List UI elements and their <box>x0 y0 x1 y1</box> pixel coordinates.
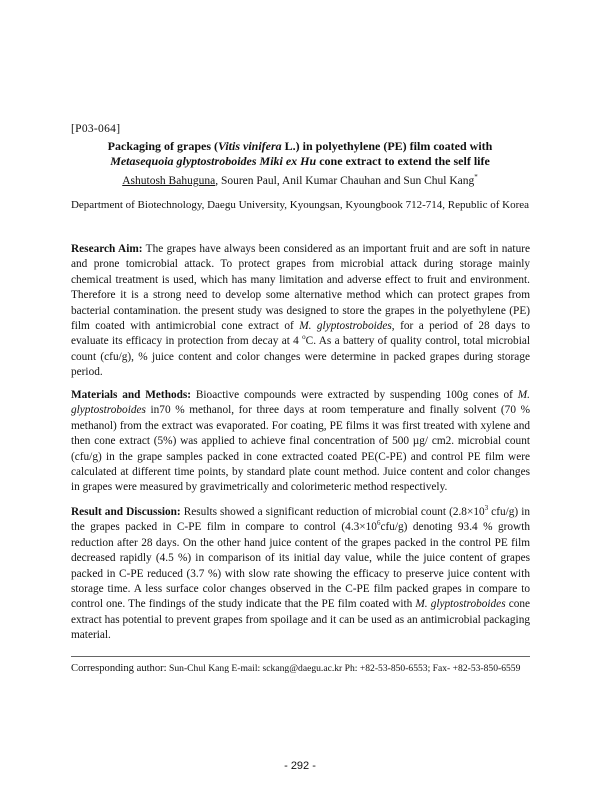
section-heading: Research Aim: <box>71 243 143 255</box>
presenting-author: Ashutosh Bahuguna <box>122 175 216 187</box>
title-part: cone extract to extend the self life <box>316 154 490 168</box>
author-list <box>60 175 540 187</box>
exponent: 3 <box>484 504 489 513</box>
results-section <box>71 505 530 644</box>
degree-mark: o <box>302 333 306 342</box>
species-name: M. glyptostroboides <box>299 320 392 333</box>
research-aim-section <box>71 242 530 381</box>
species-name: M. glyptostroboides <box>71 389 530 417</box>
section-heading: Result and Discussion: <box>71 506 181 518</box>
section-text: C. As a battery of quality control, total microbial count (cfu/g), % juice content and color changes were determine in packed grapes during storage period. <box>71 335 530 379</box>
section-text: cfu/g) in the grapes packed in C-PE film in compare to control (4.3×10 <box>71 506 530 534</box>
affiliation: Department of Biotechnology, Daegu University, Kyoungsan, Kyoungbook 712-714, Republic of Korea <box>70 199 530 211</box>
section-text: The grapes have always been considered as an important fruit and are soft in nature and prone tomicrobial attack. To protect grapes from microbial attack during storage mainly chemical treatment is used, which has many limitation and adverse effect to fruit and environment. Therefore it is a strong need to develop some alternative method which can protect grapes from bacterial contamination. the present study was designed to store the grapes in the polyethylene (PE) film coated with antimicrobial cone extract of <box>71 243 530 333</box>
section-text: cone extract has potential to prevent grapes from spoilage and it can be used as an antimicrobial packaging material. <box>71 598 531 642</box>
section-text: Bioactive compounds were extracted by suspending 100g cones of <box>191 389 518 401</box>
title-part: L.) in polyethylene (PE) film coated with <box>281 139 493 153</box>
footer-contact: Sun-Chul Kang E-mail: sckang@daegu.ac.kr Ph: +82-53-850-6553; Fax- +82-53-850-6559 <box>166 663 521 674</box>
corresponding-author-footer <box>71 663 541 674</box>
page-number: - 292 - <box>284 760 316 772</box>
section-text: cfu/g) denoting 93.4 % growth reduction after 28 days. On the other hand juice content of the grapes packed in the control PE film decreased rapidly (4.5 %) in comparison of its initial day value, while the juice content of grapes packed in C-PE reduced (3.7 %) with slow rate showing the efficacy to preserve juice content with storage time. A less surface color changes observed in the C-PE film packed grapes in compare to control one. The findings of the study indicate that the PE film coated with <box>71 521 530 611</box>
title-species: Metasequoia glyptostroboides Miki ex Hu <box>110 154 317 168</box>
methods-section <box>71 388 530 496</box>
section-text: , for a period of 28 days to evaluate its efficacy in protection from decay at 4 <box>71 320 530 348</box>
title-part: Packaging of grapes ( <box>107 139 218 153</box>
section-text: Results showed a significant reduction of microbial count (2.8×10 <box>180 506 485 518</box>
section-heading: Materials and Methods: <box>71 389 192 401</box>
section-text: in70 % methanol, for three days at room temperature and finally solvent (70 % methanol) from the extract was evaporated. For coating, PE films it was first treated with xylene and then cone extract (5%) was applied to achieve final concentration of 500 µg/ cm2. microbial count (cfu/g) in the grape samples packed in cone extracted coated PE(C-PE) and control PE film were calculated at different time points, by standard plate count method. Juice content and color changes in grapes were measured by gravimetrically and colorimeteric method respectively. <box>71 404 530 494</box>
footer-label: Corresponding author: <box>71 663 167 674</box>
species-name: M. glyptostroboides <box>415 598 506 611</box>
abstract-code: [P03-064] <box>71 123 121 135</box>
paper-title <box>66 139 534 169</box>
title-species: Vitis vinifera <box>217 139 282 153</box>
exponent: 6 <box>376 519 381 528</box>
corresponding-mark: * <box>474 173 478 182</box>
co-authors: , Souren Paul, Anil Kumar Chauhan and Sun Chul Kang <box>215 175 475 187</box>
footer-divider <box>71 656 530 657</box>
